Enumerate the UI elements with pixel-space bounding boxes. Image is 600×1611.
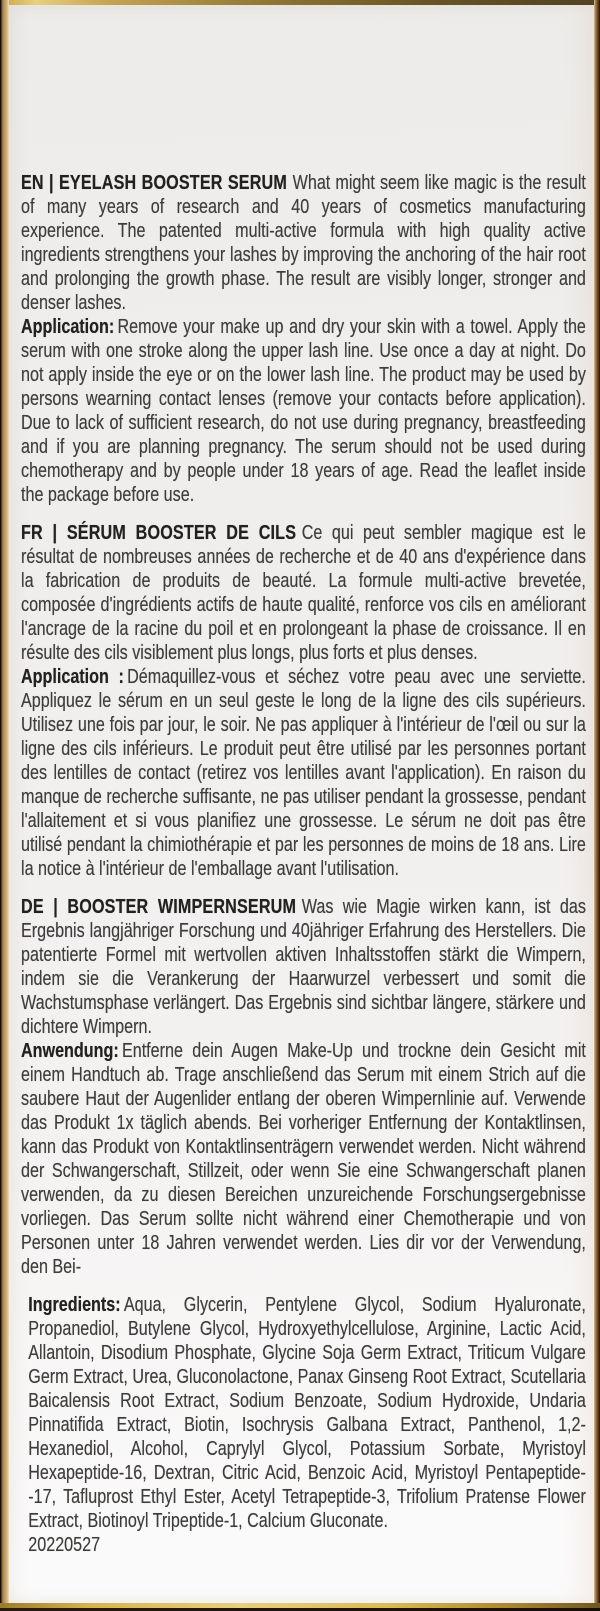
fr-heading: FR | SÉRUM BOOSTER DE CILS <box>21 522 297 544</box>
label-text-column <box>21 171 586 1571</box>
gold-border-left <box>0 0 9 1611</box>
ingredients-paragraph <box>28 1293 586 1533</box>
gold-border-top <box>0 0 600 5</box>
ingredients-label: Ingredients: <box>28 1294 121 1316</box>
en-intro-paragraph <box>21 171 586 315</box>
de-heading: DE | BOOSTER WIMPERNSERUM <box>21 896 297 918</box>
de-intro-paragraph <box>21 895 586 1039</box>
fr-intro-text: Ce qui peut sembler magique est le résultat de nombreuses années de recherche et de 40 ans d'expérience dans la fabrication de produits de beauté. La formule multi-active brevetée, composée d'ingrédients actifs de haute qualité, renforce vos cils en améliorant l'ancrage de la racine du poil et en prolongeant la phase de croissance. Il en résulte des cils visiblement plus longs, plus forts et plus denses. <box>21 522 586 664</box>
section-de <box>21 895 586 1279</box>
en-application-label: Application: <box>21 316 115 338</box>
fr-application-label: Application : <box>21 666 124 688</box>
en-application-text: Remove your make up and dry your skin with a towel. Apply the serum with one stroke along the upper lash line. Use once a day at night. Do not apply inside the eye or on the lower lash line. The product may be used by persons wearning contact lenses (remove your contacts before application). Due to lack of sufficient research, do not use during pregnancy, breastfeeding and if you are planning pregnancy. The serum should not be used during chemotherapy and by people under 18 years of age. Read the leaflet inside the package before use. <box>21 316 586 506</box>
ingredients-text: Aqua, Glycerin, Pentylene Glycol, Sodium Hyaluronate, Propanediol, Butylene Glycol, Hydroxyethylcellulose, Arginine, Lactic Acid, Allantoin, Disodium Phosphate, Glycine Soja Germ Extract, Triticum Vulgare Germ Extract, Urea, Gluconolactone, Panax Ginseng Root Extract, Scutellaria Baicalensis Root Extract, Sodium Benzoate, Sodium Hydroxide, Undaria Pinnatifida Extract, Biotin, Isochrysis Galbana Extract, Panthenol, 1,2-Hexanediol, Alcohol, Caprylyl Glycol, Potassium Sorbate, Myristoyl Hexapeptide-16, Dextran, Citric Acid, Benzoic Acid, Myristoyl Pentapeptide--17, Tafluprost Ethyl Ester, Acetyl Tetrapeptide-3, Trifolium Pratense Flower Extract, Biotinoyl Tripeptide-1, Calcium Gluconate. <box>28 1294 586 1532</box>
de-application-text: Entferne dein Augen Make-Up und trockne dein Gesicht mit einem Handtuch ab. Trage anschließend das Serum mit einem Strich auf die saubere Haut der Augenlider entlang der oberen Wimpernlinie auf. Verwende das Produkt 1x täglich abends. Bei vorheriger Entfernung der Kontaktlinsen, kann das Produkt von Kontaktlinsenträgern verwendet werden. Nicht während der Schwangerschaft, Stillzeit, oder wenn Sie eine Schwangerschaft planen verwenden, da zu diesen Bereichen unzureichende Forschungsergebnisse vorliegen. Das Serum sollte nicht während einer Chemotherapie und von Personen unter 18 Jahren verwendet werden. Lies dir vor der Verwendung, den Bei- <box>21 1040 586 1278</box>
de-intro-text: Was wie Magie wirken kann, ist das Ergebnis langjähriger Forschung und 40jähriger Erfahrung des Herstellers. Die patentierte Formel mit wertvollen aktiven Inhaltsstoffen stärkt die Wimpern, indem sie die Verankerung der Haarwurzel verbessert und somit die Wachstumsphase verlängert. Das Ergebnis sind sichtbar längere, stärkere und dichtere Wimpern. <box>21 896 586 1038</box>
batch-code: 20220527 <box>28 1534 101 1556</box>
fr-application-paragraph <box>21 665 586 881</box>
section-en <box>21 171 586 507</box>
de-application-paragraph <box>21 1039 586 1279</box>
fr-intro-paragraph <box>21 521 586 665</box>
label-face <box>8 4 595 1604</box>
de-application-label: Anwendung: <box>21 1040 119 1062</box>
en-heading: EN | EYELASH BOOSTER SERUM <box>21 172 287 194</box>
en-application-paragraph <box>21 315 586 507</box>
en-intro-text: What might seem like magic is the result of many years of research and 40 years of cosmetics manufacturing experience. The patented multi-active formula with high quality active ingredients strengthens your lashes by improving the anchoring of the hair root and prolonging the growth phase. The result are visibly longer, stronger and denser lashes. <box>21 172 586 314</box>
gold-border-right <box>594 0 600 1611</box>
section-fr <box>21 521 586 881</box>
section-ingredients <box>21 1293 586 1557</box>
fr-application-text: Démaquillez-vous et séchez votre peau avec une serviette. Appliquez le sérum en un seul geste le long de la ligne des cils supérieurs. Utilisez une fois par jour, le soir. Ne pas appliquer à l'intérieur de l'œil ou sur la ligne des cils inférieurs. Le produit peut être utilisé par les personnes portant des lentilles de contact (retirez vos lentilles avant l'application). En raison du manque de recherche suffisante, ne pas utiliser pendant la grossesse, pendant l'allaitement et si vous planifiez une grossesse. Le sérum ne doit pas être utilisé pendant la chimiothérapie et par les personnes de moins de 18 ans. Lire la notice à l'intérieur de l'emballage avant l'utilisation. <box>21 666 586 880</box>
